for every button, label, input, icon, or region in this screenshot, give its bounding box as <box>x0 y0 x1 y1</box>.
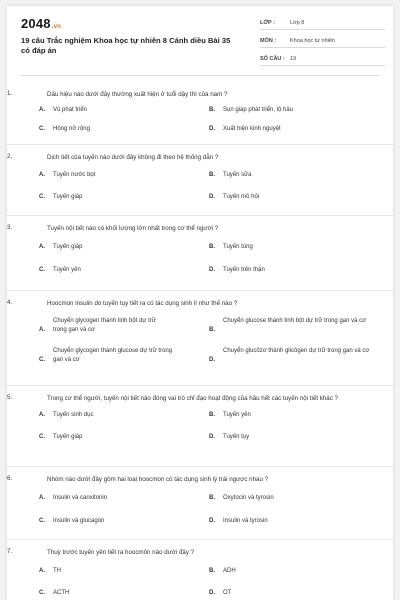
meta-row-count: SỐ CÂU : 19 <box>260 51 385 66</box>
option-a[interactable]: A. Tuyến sinh dục <box>39 412 94 418</box>
option-b[interactable]: B. Oxytocin và tyrosin <box>209 495 274 501</box>
question-text: Dấu hiệu nào dưới đây thường xuất hiện ở tuổi dậy thì của nam ? <box>47 91 228 98</box>
option-d[interactable]: D. Tuyến tụy <box>209 434 250 440</box>
question-text: Dịch tiết của tuyến nào dưới đây không đi theo hệ thống dẫn ? <box>47 154 219 161</box>
site-logo[interactable]: 2048.vn <box>21 16 62 31</box>
question <box>7 386 393 467</box>
meta-row-grade: LỚP : Lớp 8 <box>260 15 385 30</box>
option-b[interactable]: B. Tuyến sữa <box>209 172 252 178</box>
question <box>7 467 393 540</box>
option-a[interactable]: A. Tuyến giáp <box>39 244 83 250</box>
option-b[interactable]: B. Tuyến tùng <box>209 244 253 250</box>
question-number: 2. <box>7 153 13 160</box>
option-c[interactable]: C. Insulin và glucagon <box>39 518 105 524</box>
option-b[interactable]: B. Tuyến yên <box>209 412 251 418</box>
option-a[interactable]: A. Tuyến nước bọt <box>39 172 96 178</box>
option-c[interactable]: C. Hông nở rộng <box>39 126 90 132</box>
question-text: Tuyến nội tiết nào có khối lượng lớn nhất trong cơ thể người ? <box>47 225 219 232</box>
option-b[interactable]: B. Sụn giáp phát triển, lộ hầu <box>209 107 294 113</box>
option-c[interactable]: C. Chuyển glycogen thành glucose dự trữ trong gan và cơ <box>39 348 173 363</box>
question-text: Thuỳ trước tuyến yên tiết ra hoocmôn nào dưới đây ? <box>47 549 195 556</box>
question-list <box>7 82 393 600</box>
option-d[interactable]: D. Xuất hiện kinh nguyệt <box>209 126 281 132</box>
option-b[interactable]: B. Chuyển glucose thành tinh bột dự trữ trong gan và cơ <box>209 318 367 333</box>
worksheet-page <box>7 6 393 600</box>
question-number: 1. <box>7 90 13 97</box>
option-d[interactable]: D. Chuyển glucôzơ thành glicôgen dự trữ trong gan và cơ <box>209 348 370 363</box>
question-number: 3. <box>7 224 13 231</box>
question-number: 4. <box>7 299 13 306</box>
question <box>7 82 393 145</box>
option-c[interactable]: C. ACTH <box>39 590 70 596</box>
page-title: 19 câu Trắc nghiệm Khoa học tự nhiên 8 Cánh diều Bài 35 có đáp án <box>21 36 231 55</box>
option-d[interactable]: D. OT <box>209 590 232 596</box>
option-c[interactable]: C. Tuyến giáp <box>39 434 83 440</box>
option-b[interactable]: B. ADH <box>209 568 236 574</box>
option-a[interactable]: A. TH <box>39 568 61 574</box>
option-c[interactable]: C. Tuyến giáp <box>39 194 83 200</box>
option-d[interactable]: D. Tuyến mồ hôi <box>209 194 260 200</box>
question-number: 5. <box>7 394 13 401</box>
header <box>7 6 393 66</box>
question-text: Trong cơ thể người, tuyến nội tiết nào đóng vai trò chỉ đạo hoạt động của hầu hết các tuyến nội tiết khác ? <box>47 395 338 402</box>
question <box>7 291 393 386</box>
meta-panel <box>260 15 385 69</box>
option-a[interactable]: A. Insulin và canxitonin <box>39 495 108 501</box>
question <box>7 145 393 216</box>
question-number: 6. <box>7 475 13 482</box>
question <box>7 540 393 600</box>
divider <box>21 75 379 76</box>
question-text: Hoocmon insulin do tuyến tụy tiết ra có tác dụng sinh lí như thế nào ? <box>47 300 238 307</box>
option-c[interactable]: C. Tuyến yên <box>39 267 81 273</box>
option-a[interactable]: A. Vú phát triển <box>39 107 88 113</box>
meta-row-subject: MÔN : Khoa học tự nhiên <box>260 33 385 48</box>
option-d[interactable]: D. Insulin và tyrosin <box>209 518 268 524</box>
question-number: 7. <box>7 548 13 555</box>
option-a[interactable]: A. Chuyển glycogen thành tinh bột dự trữ trong gan và cơ <box>39 318 156 333</box>
option-d[interactable]: D. Tuyến trên thận <box>209 267 265 273</box>
question-text: Nhóm nào dưới đây gồm hai loại hoocmon có tác dụng sinh lý trái ngược nhau ? <box>47 476 269 483</box>
question <box>7 216 393 291</box>
